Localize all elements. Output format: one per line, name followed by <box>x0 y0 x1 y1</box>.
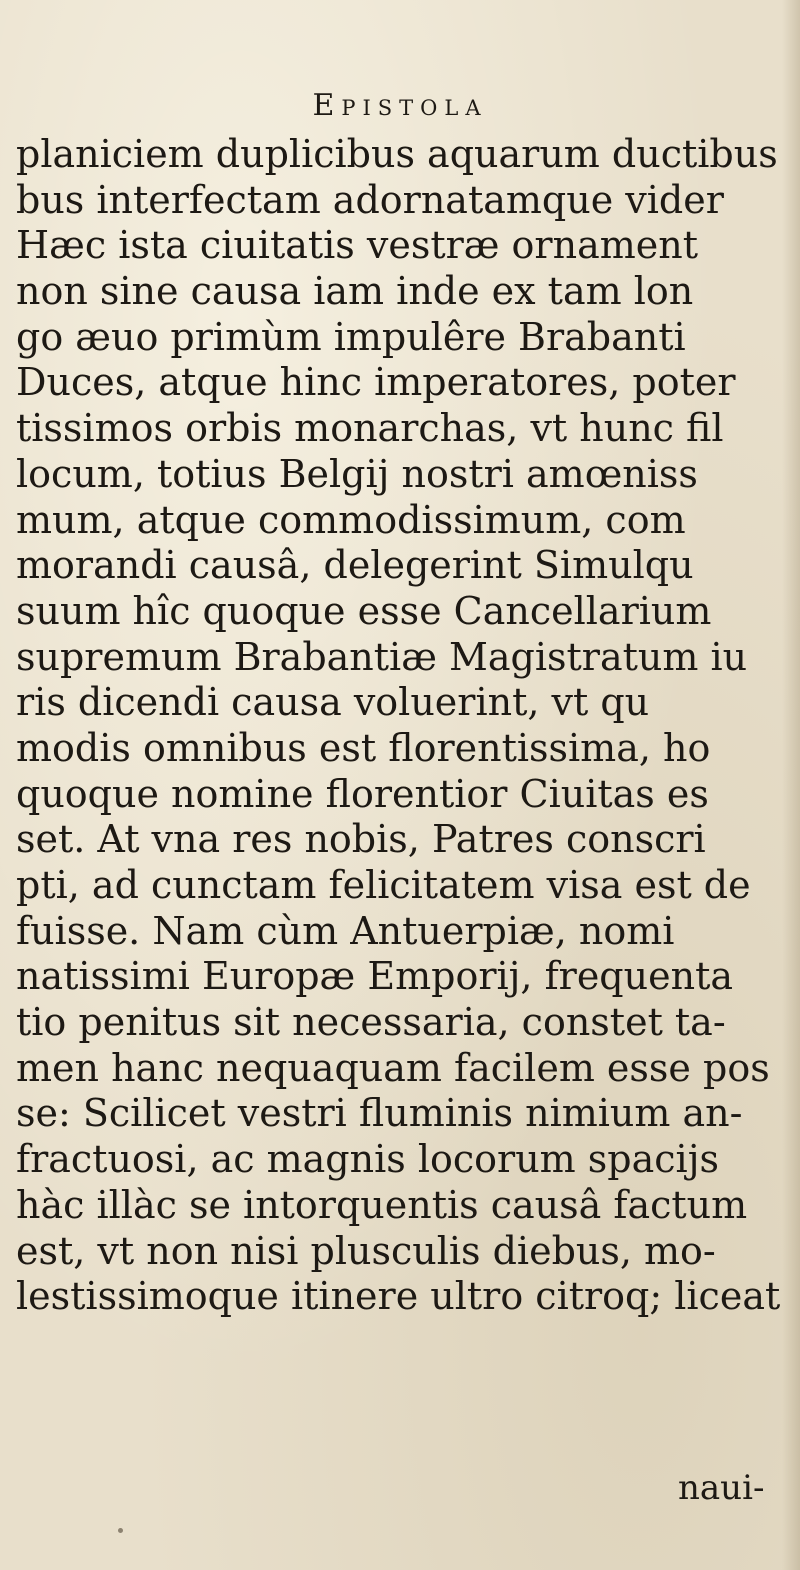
text-line: modis omnibus est florentissima, ho <box>16 725 711 770</box>
text-line: hàc illàc se intorquentis causâ factum <box>16 1182 748 1227</box>
text-line: fractuosi, ac magnis locorum spacijs <box>16 1137 719 1182</box>
running-head: Epistola <box>312 88 488 123</box>
text-line: Hæc ista ciuitatis vestræ ornament <box>16 223 698 268</box>
text-line: locum, totius Belgij nostri amœniss <box>16 451 698 496</box>
text-line: ris dicendi causa voluerint, vt qu <box>16 680 650 725</box>
text-line: lestissimoque itinere ultro citroq; liceat <box>16 1274 781 1319</box>
text-line: go æuo primùm impulêre Brabanti <box>16 314 686 359</box>
text-line: fuisse. Nam cùm Antuerpiæ, nomi <box>16 908 675 953</box>
catchword: naui- <box>678 1468 765 1508</box>
text-line: mum, atque commodissimum, com <box>16 497 686 542</box>
text-line: bus interfectam adornatamque vider <box>16 177 724 222</box>
text-line: non sine causa iam inde ex tam lon <box>16 269 694 314</box>
text-line: pti, ad cunctam felicitatem visa est de <box>16 863 751 907</box>
text-line: suum hîc quoque esse Cancellarium <box>16 588 712 633</box>
text-line: supremum Brabantiæ Magistratum iu <box>16 634 748 679</box>
paper-speck <box>118 1528 123 1533</box>
text-line: planiciem duplicibus aquarum ductibus <box>16 132 778 176</box>
text-line: set. At vna res nobis, Patres conscri <box>16 817 706 862</box>
text-line: natissimi Europæ Emporij, frequenta <box>16 954 733 999</box>
text-line: quoque nomine florentior Ciuitas es <box>16 771 709 816</box>
text-line: men hanc nequaquam facilem esse pos <box>16 1045 770 1090</box>
body-text <box>16 132 800 1320</box>
text-line: se: Scilicet vestri fluminis nimium an- <box>16 1091 743 1136</box>
text-line: Duces, atque hinc imperatores, poter <box>16 360 736 405</box>
text-line: est, vt non nisi plusculis diebus, mo- <box>16 1228 716 1273</box>
text-line: tissimos orbis monarchas, vt hunc fil <box>16 406 724 451</box>
text-line: tio penitus sit necessaria, constet ta- <box>16 1000 726 1045</box>
text-line: morandi causâ, delegerint Simulqu <box>16 543 694 588</box>
